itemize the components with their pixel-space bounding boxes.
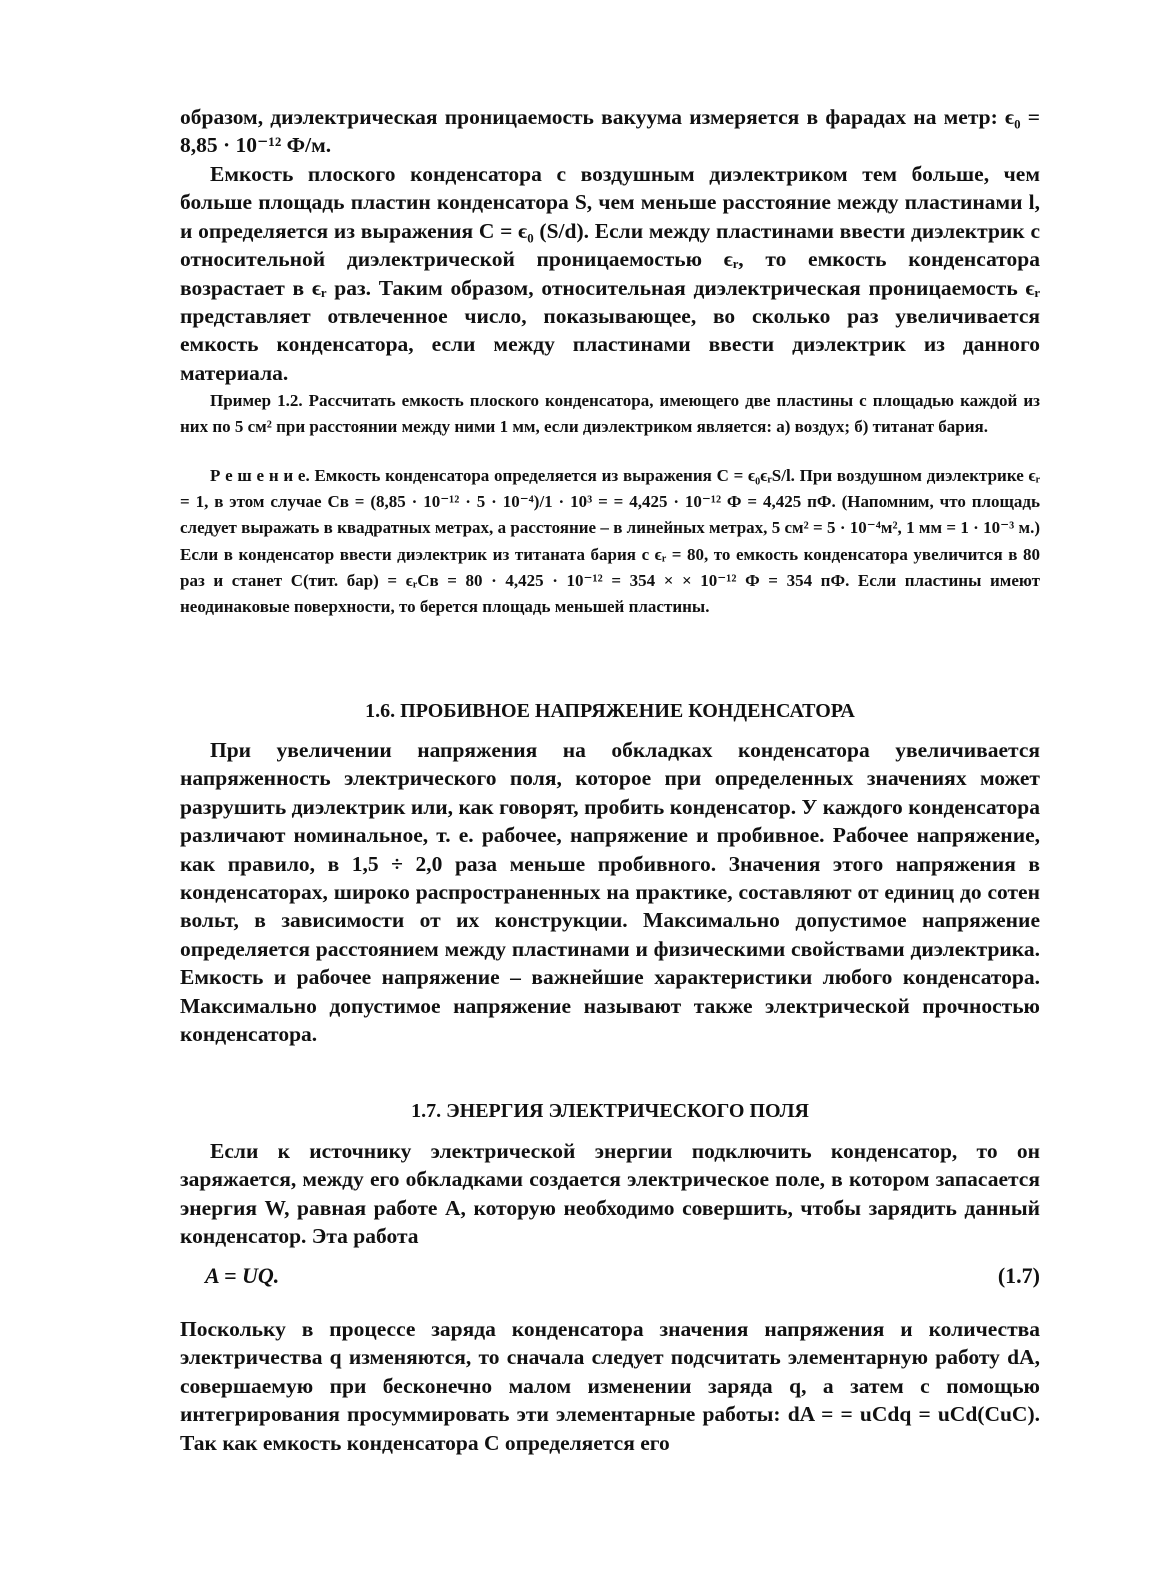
section-heading-1-7: 1.7. ЭНЕРГИЯ ЭЛЕКТРИЧЕСКОГО ПОЛЯ	[411, 1100, 809, 1122]
formula-1-7	[205, 1263, 1040, 1289]
paragraph-breakdown-voltage: При увеличении напряжения на обкладках конденсатора увеличивается напряженность электрического поля, которое при определенных значениях может разрушить диэлектрик или, как говорят, пробить конденсатор. У каждого конденсатора различают номинальное, т. е. рабочее, напряжение и пробивное. Рабочее напряжение, как правило, в 1,5 ÷ 2,0 раза меньше пробивного. Значения этого напряжения в конденсаторах, широко распространенных на практике, составляют от единиц до сотен вольт, в зависимости от их конструкции. Максимально допустимое напряжение определяется расстоянием между пластинами и физическими свойствами диэлектрика. Емкость и рабочее напряжение – важнейшие характеристики любого конденсатора. Максимально допустимое напряжение называют также электрической прочностью конденсатора.	[180, 738, 1040, 1047]
paragraph-capacity: Емкость плоского конденсатора с воздушным диэлектриком тем больше, чем больше площадь пластин конденсатора S, чем меньше расстояние между пластинами l, и определяется из выражения C = ϵ₀ (S/d). Если между пластинами ввести диэлектрик с относительной диэлектрической проницаемостью ϵᵣ, то емкость конденсатора возрастает в ϵᵣ раз. Таким образом, относительная диэлектрическая проницаемость ϵᵣ представляет отвлеченное число, показывающее, во сколько раз увеличивается емкость конденсатора, если между пластинами ввести диэлектрик из данного материала.	[180, 162, 1040, 385]
paragraph-integration: Поскольку в процессе заряда конденсатора значения напряжения и количества электричества q изменяются, то сначала следует подсчитать элементарную работу dA, совершаемую при бесконечно малом изменении заряда q, а затем с помощью интегрирования просуммировать эти элементарные работы: dA = = uCdq = uCd(CuC). Так как емкость конденсатора C определяется его	[180, 1317, 1040, 1455]
paragraph-energy: Если к источнику электрической энергии подключить конденсатор, то он заряжается, между его обкладками создается электрическое поле, в котором запасается энергия W, равная работе A, которую необходимо совершить, чтобы зарядить данный конденсатор. Эта работа	[180, 1139, 1040, 1249]
formula-expression: A = UQ.	[205, 1263, 280, 1288]
example-1-2: Пример 1.2. Рассчитать емкость плоского конденсатора, имеющего две пластины с площадью каждой из них по 5 см² при расстоянии между ними 1 мм, если диэлектриком является: а) воздух; б) титанат бария.	[180, 391, 1040, 437]
section-heading-1-6: 1.6. ПРОБИВНОЕ НАПРЯЖЕНИЕ КОНДЕНСАТОРА	[365, 700, 855, 722]
paragraph-intro: образом, диэлектрическая проницаемость вакуума измеряется в фарадах на метр: ϵ₀ = 8,85 · 10⁻¹² Ф/м.	[180, 105, 1040, 158]
example-solution: Р е ш е н и е. Емкость конденсатора определяется из выражения C = ϵ₀ϵᵣS/l. При воздушном диэлектрике ϵᵣ = 1, в этом случае Cв = (8,85 · 10⁻¹² · 5 · 10⁻⁴)/1 · 10³ = = 4,425 · 10⁻¹² Ф = 4,425 пФ. (Напомним, что площадь следует выражать в квадратных метрах, а расстояние – в линейных метрах, 5 см² = 5 · 10⁻⁴м², 1 мм = 1 · 10⁻³ м.) Если в конденсатор ввести диэлектрик из титаната бария с ϵᵣ = 80, то емкость конденсатора увеличится в 80 раз и станет C(тит. бар) = ϵᵣCв = 80 · 4,425 · 10⁻¹² = 354 × × 10⁻¹² Ф = 354 пФ. Если пластины имеют неодинаковые поверхности, то берется площадь меньшей пластины.	[180, 466, 1040, 617]
formula-number: (1.7)	[997, 1263, 1040, 1288]
